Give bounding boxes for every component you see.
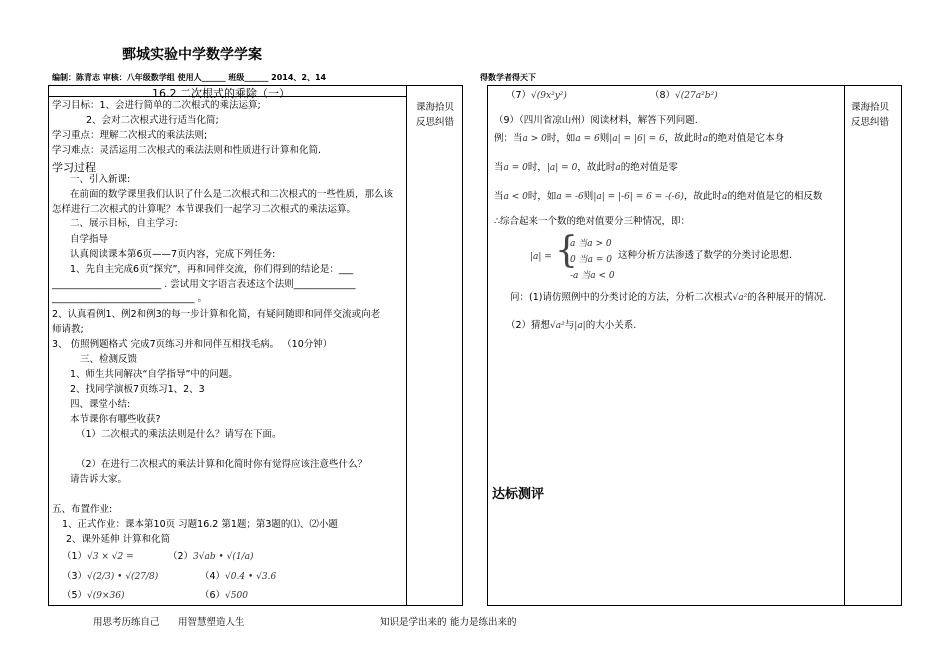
key-point: 学习重点：理解二次根式的乘法法则; xyxy=(52,130,208,141)
read-task: 认真阅读课本第6页——7页内容，完成下列任务: xyxy=(70,249,276,260)
exercise-4 xyxy=(200,571,276,583)
lesson-title: 16.2 二次根式的乘除（一） xyxy=(152,87,290,100)
exercise-expression: √(9x²y²) xyxy=(531,91,567,101)
text: 时， xyxy=(527,162,547,173)
exercise-label: （2） xyxy=(168,551,194,562)
text: 例：当 xyxy=(494,133,523,144)
text: 问：(1)请仿照例中的分类讨论的方法，分析二次根式 xyxy=(510,292,733,303)
exercise-expression: √3 × √2 = xyxy=(87,552,134,562)
motto: 得数学者得天下 xyxy=(480,73,536,82)
exercise-2 xyxy=(168,551,254,563)
task-1b: _______________________ . 尝试用文字语言表述这个法则_____________ xyxy=(52,279,356,290)
piecewise-case-1: a 当a > 0 xyxy=(570,239,612,249)
exercise-expression: √(2/3) • √(27/8) xyxy=(87,572,159,582)
task-1a: 1、先自主完成6页“探究”，再和同伴交流，你们得到的结论是：___ xyxy=(70,264,354,275)
math: |a| xyxy=(574,321,586,331)
exercise-expression: √0.4 • √3.6 xyxy=(225,572,277,582)
text: 的大小关系. xyxy=(585,320,637,331)
question-2 xyxy=(506,320,636,332)
task-3: 3、 仿照例题格式 完成7页练习并和同伴互相找毛病。 （10分钟） xyxy=(52,339,333,350)
section-5: 五、布置作业: xyxy=(52,504,113,515)
intro-text-b: 怎样进行二次根式的计算呢？本节课我们一起学习二次根式的乘法运算。 xyxy=(52,204,357,215)
homework-1: 1、正式作业：课本第10页 习题16.2 第1题；第3题的⑴、⑵小题 xyxy=(62,519,338,530)
math: a < 0 xyxy=(503,192,528,202)
exercise-1 xyxy=(62,551,134,563)
exercise-expression: √500 xyxy=(225,591,248,601)
left-side-divider xyxy=(406,85,407,606)
text: 的绝对值是零 xyxy=(620,162,678,173)
side-note-line2: 反思纠错 xyxy=(416,117,455,128)
section-4: 四、课堂小结: xyxy=(70,399,131,410)
math: √a² xyxy=(550,321,565,331)
piecewise-case-2: 0 当a = 0 xyxy=(570,255,612,265)
footer-right-2: 能力是练出来的 xyxy=(450,617,517,628)
side-note-line1-right: 课海拾贝 xyxy=(851,102,890,113)
example-positive xyxy=(494,133,784,145)
classification-note: 这种分析方法渗透了数学的分类讨论思想. xyxy=(618,250,793,261)
difficulty: 学习难点：灵活运用二次根式的乘法法则和性质进行计算和化简. xyxy=(52,145,322,156)
exercise-7 xyxy=(506,90,567,102)
process-heading: 学习过程 xyxy=(52,161,96,174)
section-3: 三、检测反馈 xyxy=(80,354,138,365)
example-zero xyxy=(494,162,678,174)
footer-left-2: 用智慧塑造人生 xyxy=(178,617,245,628)
homework-2: 2、课外延伸 计算和化简 xyxy=(66,534,171,545)
math: a xyxy=(702,134,709,144)
math: a > 0 xyxy=(522,134,547,144)
exercise-expression: √(9×36) xyxy=(87,591,125,601)
math: √a² xyxy=(732,293,748,303)
text: 则 xyxy=(599,133,610,144)
text: （2）猜想 xyxy=(506,320,551,331)
exercise-label: （3） xyxy=(62,571,88,582)
goal-2: 2、会对二次根式进行适当化简; xyxy=(86,115,219,126)
question-1 xyxy=(510,292,826,304)
example-negative xyxy=(494,191,822,203)
text: 则 xyxy=(583,191,594,202)
text: 的各种展开的情况. xyxy=(747,292,827,303)
text: 时，如 xyxy=(546,133,576,144)
piecewise-lhs: |a| = xyxy=(530,252,552,262)
problem-9: （9）（四川省凉山州）阅读材料，解答下列问题. xyxy=(494,115,698,126)
math: a = 6 xyxy=(575,134,600,144)
self-guide: 自学指导 xyxy=(70,234,109,245)
exercise-label: （1） xyxy=(62,551,88,562)
summary-3: 请告诉大家。 xyxy=(70,474,128,485)
piecewise-brace: { xyxy=(555,230,578,271)
footer-left-1: 用思考历练自己 xyxy=(93,617,160,628)
section-1: 一、引入新课: xyxy=(70,174,131,185)
text: ，故此时 xyxy=(683,191,722,202)
exercise-6 xyxy=(200,590,248,602)
task-1c: ______________________________ 。 xyxy=(52,293,208,304)
math: a xyxy=(615,163,621,173)
feedback-1: 1、师生共同解决“自学指导”中的问题。 xyxy=(70,369,238,380)
text: 的绝对值是它的相反数 xyxy=(727,191,823,202)
text: 的绝对值是它本身 xyxy=(708,133,785,144)
summary-cases-intro: ∴综合起来一个数的绝对值要分三种情况，即： xyxy=(494,216,691,227)
text: ，故此时 xyxy=(577,162,616,173)
exercise-label: （6） xyxy=(200,590,226,601)
side-note-line2-right: 反思纠错 xyxy=(851,117,890,128)
math: |a| = |-6| = 6 = -(-6) xyxy=(593,192,684,202)
exercise-3 xyxy=(62,571,158,583)
exercise-8 xyxy=(650,90,718,102)
text: 与 xyxy=(564,320,575,331)
math: a = -6 xyxy=(556,192,584,202)
text: ，故此时 xyxy=(664,133,703,144)
piecewise-case-3: -a 当a < 0 xyxy=(570,271,615,281)
math: a xyxy=(721,192,728,202)
exercise-label: （5） xyxy=(62,590,88,601)
text: 当 xyxy=(494,162,504,173)
exercise-expression: 3√ab • √(1/a) xyxy=(193,552,254,562)
math: |a| = 0 xyxy=(546,163,578,173)
exercise-label: （4） xyxy=(200,571,226,582)
summary-1: （1）二次根式的乘法法则是什么？请写在下面。 xyxy=(76,429,282,440)
goal-1: 学习目标：1、会进行简单的二次根式的乘法运算; xyxy=(52,100,261,111)
exercise-label: （8） xyxy=(650,90,676,101)
feedback-2: 2、找同学演板7页练习1、2、3 xyxy=(70,384,205,395)
exercise-5 xyxy=(62,590,125,602)
task-2a: 2、认真看例1、例2和例3的每一步计算和化简，有疑问随即和同伴交流或向老 xyxy=(52,309,381,320)
exercise-expression: √(27a²b²) xyxy=(675,91,718,101)
math: a = 0 xyxy=(503,163,528,173)
intro-text-a: 在前面的数学课里我们认识了什么是二次根式和二次根式的一些性质，那么该 xyxy=(70,189,394,200)
math: |a| = |6| = 6 xyxy=(609,134,665,144)
summary-2: （2）在进行二次根式的乘法计算和化简时你有觉得应该注意些什么？ xyxy=(76,459,368,470)
text: 时，如 xyxy=(527,191,557,202)
assessment-heading: 达标测评 xyxy=(492,487,545,502)
task-2b: 师请教; xyxy=(52,324,84,335)
side-note-line1: 课海拾贝 xyxy=(416,102,455,113)
text: 当 xyxy=(494,191,504,202)
footer-right-1: 知识是学出来的 xyxy=(380,617,447,628)
right-side-divider xyxy=(844,85,845,606)
author-meta: 编制：陈青志 审核：八年级数学组 使用人______ 班级______ 2014、2、14 xyxy=(52,73,327,82)
section-2: 二、展示目标，自主学习: xyxy=(70,218,178,229)
school-title: 鄄城实验中学数学学案 xyxy=(122,47,262,63)
exercise-label: （7） xyxy=(506,90,532,101)
summary-question: 本节课你有哪些收获? xyxy=(70,414,161,425)
